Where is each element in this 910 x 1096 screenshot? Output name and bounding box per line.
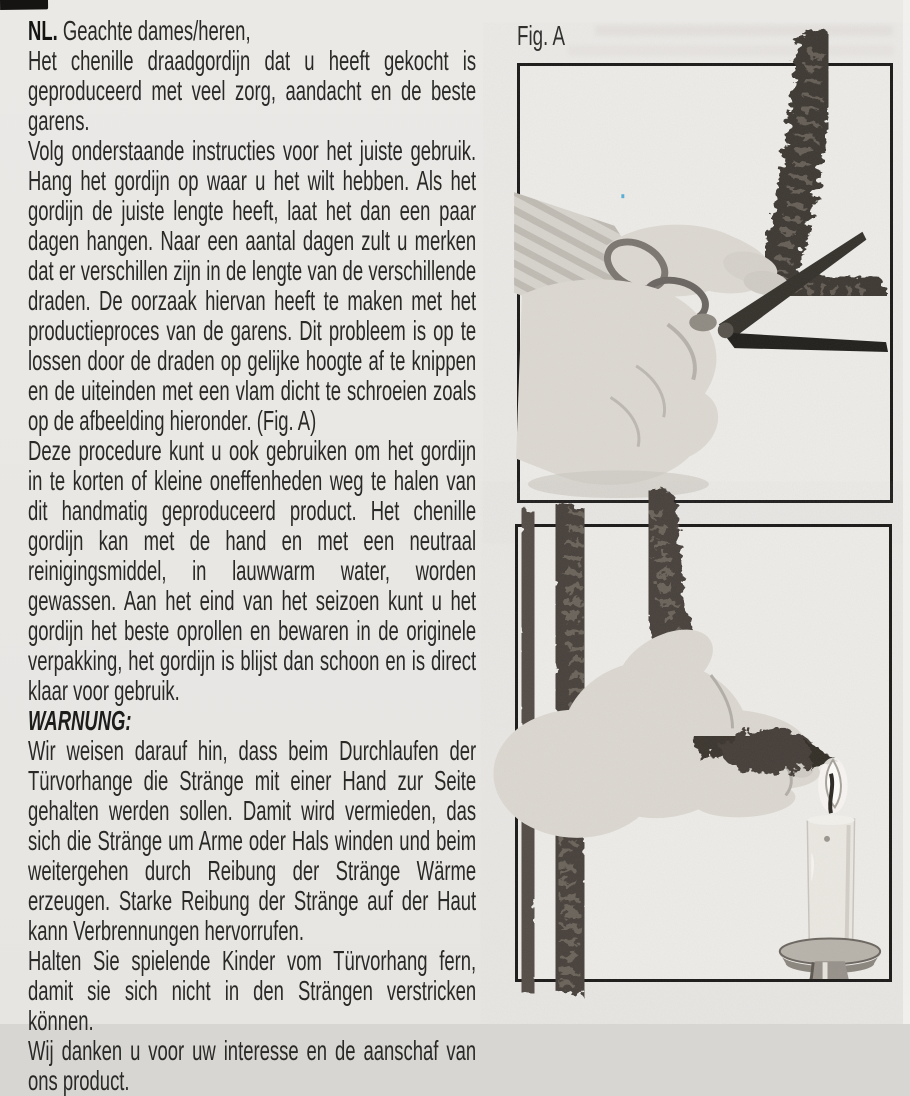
warning-paragraph: Wir weisen darauf hin, dass beim Durchlaufen der Türvorhange die Stränge mit einer Hand zur Seite gehalten werden sollen. Damit wird vermieden, das sich die Stränge um Arme oder Hals winden und beim weitergehen durch Reibung der Stränge Wärme erzeugen. Starke Reibung der Stränge auf der Haut kann Verbrennungen hervorrufen. xyxy=(28,735,477,946)
print-bleed-artifact xyxy=(595,25,893,36)
language-label: NL. xyxy=(28,15,58,46)
figure-a-cutting-photo xyxy=(517,63,893,503)
care-paragraph: Deze procedure kunt u ook gebruiken om het gordijn in te korten of kleine oneffenheden weg te halen van dit handmatig geproduceerd product. Het chenille gordijn kan met de hand en met een neutraal reinigingsmiddel, in lauwwarm water, worden gewassen. Aan het eind van het seizoen kunt u het gordijn het beste oprollen en bewaren in de originele verpakking, het gordijn is blijst dan schoon en is direct klaar voor gebruik. xyxy=(28,435,477,706)
greeting-line xyxy=(28,16,476,46)
scan-edge-artifact xyxy=(0,0,48,10)
paper-edge-highlight xyxy=(903,0,910,1024)
children-warning-paragraph: Halten Sie spielende Kinder vom Türvorhang fern, damit sie sich nicht in den Strängen verstricken können. xyxy=(28,945,477,1036)
searing-photo-illustration xyxy=(518,527,889,979)
warning-heading: WARNUNG: xyxy=(28,705,132,736)
cutting-photo-illustration xyxy=(520,66,890,500)
figure-a-label-text: Fig. A xyxy=(517,20,565,51)
instruction-text-column xyxy=(28,16,476,1096)
instructions-paragraph: Volg onderstaande instructies voor het juiste gebruik. Hang het gordijn op waar u het wilt hebben. Als het gordijn de juiste lengte heeft, laat het dan een paar dagen hangen. Naar een aantal dagen zult u merken dat er verschillen zijn in de lengte van de verschillende draden. De oorzaak hiervan heeft te maken met het productieproces van de garens. Dit probleem is op te lossen door de draden op gelijke hoogte af te knippen en de uiteinden met een vlam dicht te schroeien zoals op de afbeelding hieronder. (Fig. A) xyxy=(28,135,477,436)
figure-a-label xyxy=(517,21,618,51)
intro-paragraph: Het chenille draadgordijn dat u heeft gekocht is geproduceerd met veel zorg, aandacht en de beste garens. xyxy=(28,45,477,136)
greeting-text: Geachte dames/heren, xyxy=(62,15,251,46)
thanks-paragraph: Wij danken u voor uw interesse en de aanschaf van ons product. xyxy=(28,1035,477,1096)
figure-b-searing-photo xyxy=(515,524,892,982)
